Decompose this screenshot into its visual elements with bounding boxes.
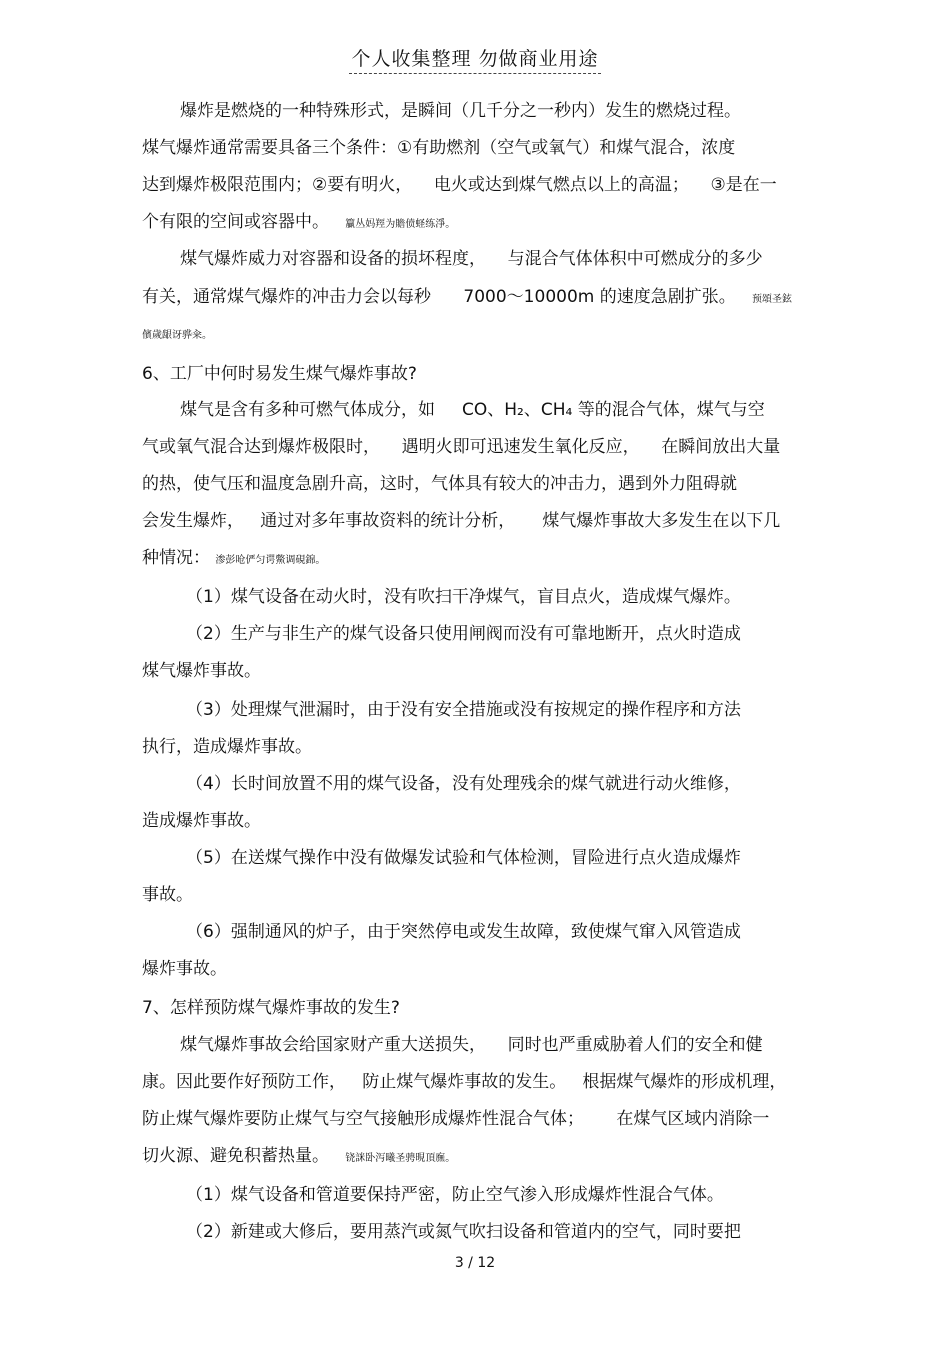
paragraph-line: 事故。 <box>142 885 193 905</box>
list-item: （5）在送煤气操作中没有做爆发试验和气体检测，冒险进行点火造成爆炸 <box>186 848 741 868</box>
paragraph-line: 防止煤气爆炸要防止煤气与空气接触形成爆炸性混合气体； 在煤气区域内消除一 <box>142 1109 770 1129</box>
paragraph-line: 爆炸事故。 <box>142 959 227 979</box>
paragraph-line: 的热，使气压和温度急剧升高，这时，气体具有较大的冲击力，遇到外力阻碍就 <box>142 474 737 494</box>
paragraph-line: 执行，造成爆炸事故。 <box>142 737 312 757</box>
paragraph-line: 有关，通常煤气爆炸的冲击力会以每秒 7000～10000m 的速度急剧扩张。 预頌圣鉉 <box>142 287 792 307</box>
paragraph-line: 切火源、避免积蓄热量。 铙詸卧泻曦圣骋晛頂廡。 <box>142 1146 456 1166</box>
list-item: （4）长时间放置不用的煤气设备，没有处理残余的煤气就进行动火维修， <box>186 774 741 794</box>
paragraph-line: 康。因此要作好预防工作， 防止煤气爆炸事故的发生。 根据煤气爆炸的形成机理， <box>142 1072 787 1092</box>
paragraph-line: 造成爆炸事故。 <box>142 811 261 831</box>
paragraph-line: 达到爆炸极限范围内；②要有明火， 电火或达到煤气燃点以上的高温； ③是在一 <box>142 175 777 195</box>
paragraph-line: 煤气爆炸威力对容器和设备的损坏程度， 与混合气体体积中可燃成分的多少 <box>180 249 763 269</box>
garbled-note: 渗彭呛俨匀谔鱉调硯錦。 <box>215 555 326 566</box>
paragraph-line: 煤气是含有多种可燃气体成分，如 CO、H₂、CH₄ 等的混合气体，煤气与空 <box>180 400 765 420</box>
list-item: （1）煤气设备在动火时，没有吹扫干净煤气，盲目点火，造成煤气爆炸。 <box>186 587 741 607</box>
paragraph-line: 个有限的空间或容器中。 籯丛妈羥为贍偾蛏练淨。 <box>142 212 456 232</box>
garbled-note: 儐歲龈讶骅籴。 <box>142 330 212 341</box>
paragraph-line: 气或氧气混合达到爆炸极限时， 遇明火即可迅速发生氧化反应， 在瞬间放出大量 <box>142 437 781 457</box>
paragraph-line: 会发生爆炸， 通过对多年事故资料的统计分析， 煤气爆炸事故大多发生在以下几 <box>142 511 781 531</box>
page-header <box>0 44 950 74</box>
list-item: （3）处理煤气泄漏时，由于没有安全措施或没有按规定的操作程序和方法 <box>186 700 741 720</box>
paragraph-line: 煤气爆炸事故会给国家财产重大送损失， 同时也严重威胁着人们的安全和健 <box>180 1035 763 1055</box>
garbled-note: 预頌圣鉉 <box>751 294 792 305</box>
garbled-note: 铙詸卧泻曦圣骋晛頂廡。 <box>345 1153 456 1164</box>
header-title: 个人收集整理 勿做商业用途 <box>349 44 600 74</box>
paragraph-line: 种情况： 渗彭呛俨匀谔鱉调硯錦。 <box>142 548 326 568</box>
list-item: （2）生产与非生产的煤气设备只使用闸阀而没有可靠地断开，点火时造成 <box>186 624 741 644</box>
paragraph-line <box>142 322 212 347</box>
section-heading: 6、工厂中何时易发生煤气爆炸事故? <box>142 364 417 384</box>
paragraph-line: 煤气爆炸通常需要具备三个条件：①有助燃剂（空气或氧气）和煤气混合，浓度 <box>142 138 736 158</box>
section-heading: 7、怎样预防煤气爆炸事故的发生? <box>142 998 400 1018</box>
paragraph-line: 爆炸是燃烧的一种特殊形式，是瞬间（几千分之一秒内）发生的燃烧过程。 <box>180 101 741 121</box>
garbled-note: 籯丛妈羥为贍偾蛏练淨。 <box>345 219 456 230</box>
list-item: （6）强制通风的炉子，由于突然停电或发生故障，致使煤气窜入风管造成 <box>186 922 741 942</box>
page-number: 3 / 12 <box>454 1255 496 1271</box>
list-item: （2）新建或大修后，要用蒸汽或氮气吹扫设备和管道内的空气，同时要把 <box>186 1222 741 1242</box>
paragraph-line: 煤气爆炸事故。 <box>142 661 261 681</box>
list-item: （1）煤气设备和管道要保持严密，防止空气渗入形成爆炸性混合气体。 <box>186 1185 724 1205</box>
